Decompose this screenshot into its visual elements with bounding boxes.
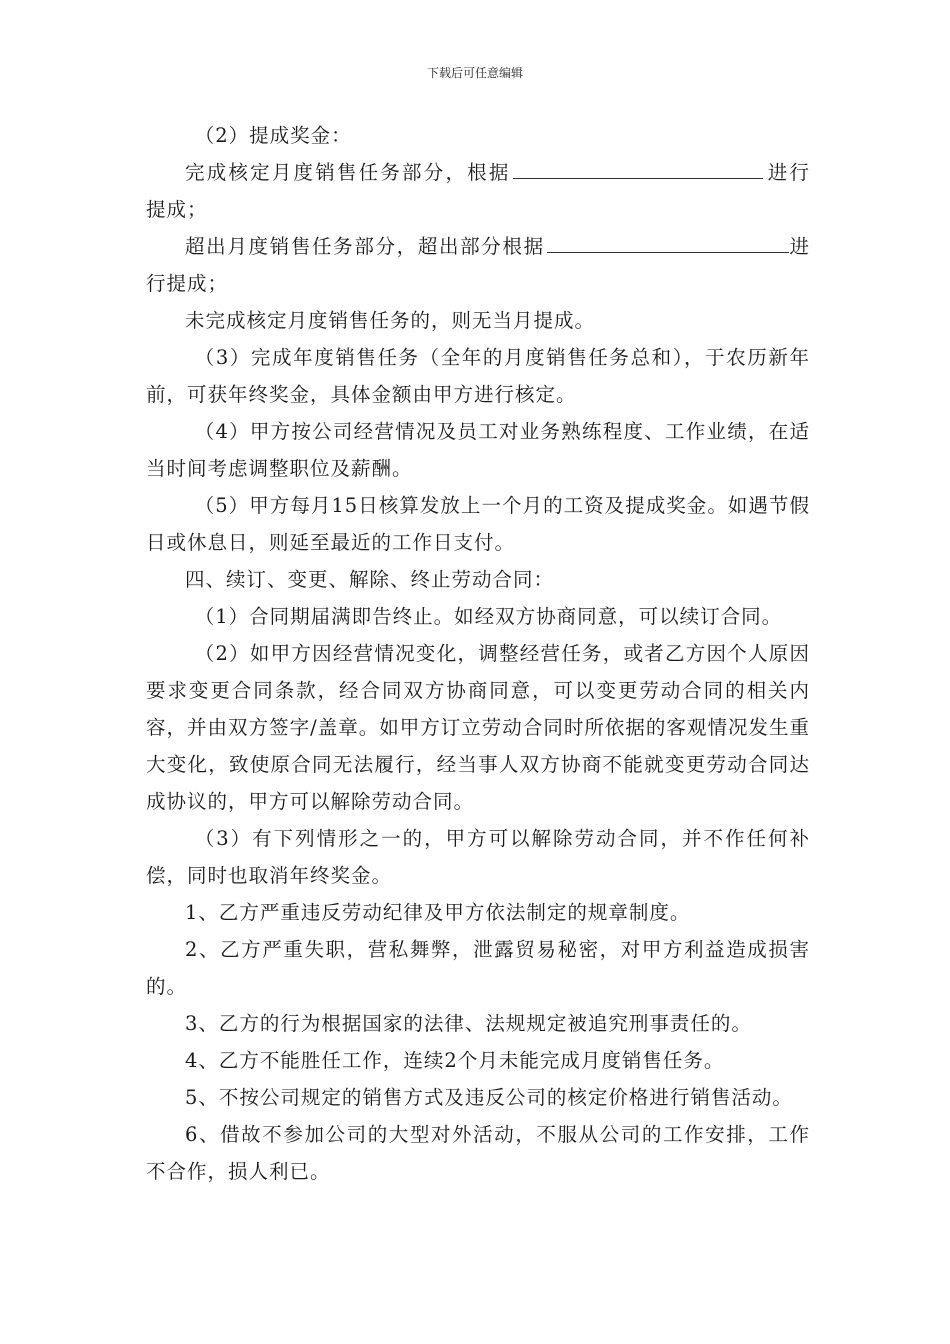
paragraph-text: 进行提成； <box>146 161 810 221</box>
paragraph-contract-expiry: （1）合同期届满即告终止。如经双方协商同意，可以续订合同。 <box>194 605 783 628</box>
paragraph-text: 超出月度销售任务部分，超出部分根据 <box>185 235 545 258</box>
paragraph-contract-modification: （2）如甲方因经营情况变化，调整经营任务，或者乙方因个人原因要求变更合同条款，经合同双方协商同意，可以变更劳动合同的相关内容，并由双方签字/盖章。如甲方订立劳动合同时所依据的客观情况发生重大变化，致使原合同无法履行，经当事人双方协商不能就变更劳动合同达成协议的，甲方可以解除劳动合同。 <box>146 642 810 813</box>
paragraph-position-adjustment: （4）甲方按公司经营情况及员工对业务熟练程度、工作业绩，在适当时间考虑调整职位及薪酬。 <box>146 420 810 480</box>
paragraph-commission-completed <box>146 154 810 228</box>
paragraph-text: 进行提成； <box>146 235 810 295</box>
fill-in-blank <box>547 232 779 253</box>
page-header-note: 下载后可任意编辑 <box>426 66 523 80</box>
section-heading-contract-changes: 四、续订、变更、解除、终止劳动合同： <box>185 568 555 591</box>
list-item-1: 1、乙方严重违反劳动纪律及甲方依法制定的规章制度。 <box>185 901 691 924</box>
paragraph-salary-payment: （5）甲方每月15日核算发放上一个月的工资及提成奖金。如遇节假日或休息日，则延至最近的工作日支付。 <box>146 494 810 554</box>
document-body <box>146 117 810 1190</box>
paragraph-annual-bonus: （3）完成年度销售任务（全年的月度销售任务总和），于农历新年前，可获年终奖金，具体金额由甲方进行核定。 <box>146 346 810 406</box>
list-item-3: 3、乙方的行为根据国家的法律、法规规定被追究刑事责任的。 <box>185 1012 752 1035</box>
list-item-5: 5、不按公司规定的销售方式及违反公司的核定价格进行销售活动。 <box>185 1086 793 1109</box>
list-item-4: 4、乙方不能胜任工作，连续2个月未能完成月度销售任务。 <box>185 1049 725 1072</box>
paragraph-termination-conditions: （3）有下列情形之一的，甲方可以解除劳动合同，并不作任何补偿，同时也取消年终奖金。 <box>146 827 810 887</box>
paragraph-commission-bonus-heading: （2）提成奖金： <box>194 124 352 147</box>
list-item-2: 2、乙方严重失职，营私舞弊，泄露贸易秘密，对甲方利益造成损害的。 <box>146 938 810 998</box>
paragraph-no-commission: 未完成核定月度销售任务的，则无当月提成。 <box>185 309 596 332</box>
fill-in-blank <box>513 158 763 179</box>
fill-in-blank <box>779 232 789 253</box>
paragraph-text: 完成核定月度销售任务部分，根据 <box>185 161 511 184</box>
list-item-6: 6、借故不参加公司的大型对外活动，不服从公司的工作安排，工作不合作，损人利已。 <box>146 1123 810 1183</box>
paragraph-commission-exceeded <box>146 228 810 302</box>
